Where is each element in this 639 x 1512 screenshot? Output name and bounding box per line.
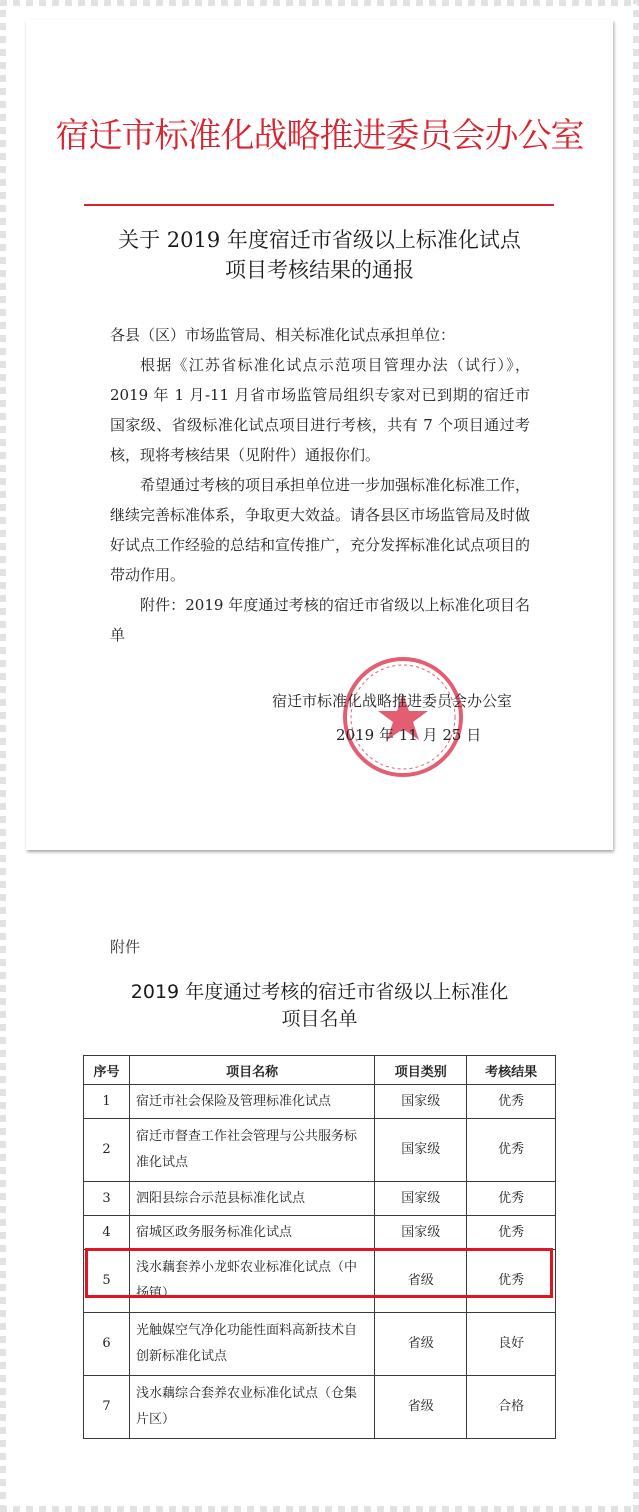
table-row — [84, 1119, 556, 1182]
row-category: 国家级 — [375, 1182, 467, 1216]
row-category: 国家级 — [375, 1216, 467, 1250]
project-table — [83, 1055, 556, 1439]
row-name: 浅水藕综合套养农业标准化试点（仓集片区） — [129, 1376, 374, 1439]
row-category: 国家级 — [375, 1119, 467, 1182]
row-no: 7 — [84, 1376, 130, 1439]
table-row — [84, 1313, 556, 1376]
attachment-title-line1: 2019 年度通过考核的宿迁市省级以上标准化 — [130, 981, 509, 1003]
official-seal-icon — [339, 653, 467, 781]
signer: 宿迁市标准化战略推进委员会办公室 — [272, 692, 513, 710]
col-header-result: 考核结果 — [467, 1056, 556, 1085]
row-category: 省级 — [375, 1313, 467, 1376]
table-header-row — [84, 1056, 556, 1085]
row-result: 优秀 — [467, 1250, 556, 1313]
row-result: 优秀 — [467, 1216, 556, 1250]
row-category: 省级 — [375, 1376, 467, 1439]
salutation: 各县（区）市场监管局、相关标准化试点承担单位： — [110, 326, 456, 344]
row-name: 光触媒空气净化功能性面料高新技术自创新标准化试点 — [129, 1313, 374, 1376]
attachment-title-line2: 项目名单 — [281, 1008, 358, 1030]
row-result: 优秀 — [467, 1085, 556, 1119]
attachment-note: 附件：2019 年度通过考核的宿迁市省级以上标准化项目名单 — [110, 596, 530, 644]
sign-date: 2019 年 11 月 25 日 — [336, 726, 482, 744]
row-name: 浅水藕套养小龙虾农业标准化试点（中扬镇） — [129, 1250, 374, 1313]
letterhead-org: 宿迁市标准化战略推进委员会办公室 — [55, 116, 584, 156]
paragraph-1: 根据《江苏省标准化试点示范项目管理办法（试行）》，2019 年 1 月-11 月省市场监管局组织专家对已到期的宿迁市国家级、省级标准化试点项目进行考核，共有 7 个项目通过考核，现将考核结果（见附件）通报你们。 — [110, 356, 530, 464]
row-name: 宿迁市社会保险及管理标准化试点 — [129, 1085, 374, 1119]
row-name: 宿迁市督查工作社会管理与公共服务标准化试点 — [129, 1119, 374, 1182]
col-header-name: 项目名称 — [129, 1056, 374, 1085]
attachment-title — [26, 979, 613, 1033]
row-no: 3 — [84, 1182, 130, 1216]
row-name: 宿城区政务服务标准化试点 — [129, 1216, 374, 1250]
table-row — [84, 1085, 556, 1119]
notice-title-line2: 项目考核结果的通报 — [225, 258, 414, 282]
attachment-label: 附件 — [110, 938, 141, 956]
table-row — [84, 1376, 556, 1439]
table-row — [84, 1182, 556, 1216]
row-category: 国家级 — [375, 1085, 467, 1119]
attachment-page — [26, 856, 613, 1506]
row-5-highlight-box — [85, 1248, 553, 1298]
notice-body — [110, 320, 530, 650]
row-no: 4 — [84, 1216, 130, 1250]
notice-title-line1: 关于 2019 年度宿迁市省级以上标准化试点 — [118, 228, 521, 252]
row-category: 省级 — [375, 1250, 467, 1313]
notice-title — [26, 225, 613, 285]
row-result: 合格 — [467, 1376, 556, 1439]
col-header-category: 项目类别 — [375, 1056, 467, 1085]
row-no: 1 — [84, 1085, 130, 1119]
row-no: 6 — [84, 1313, 130, 1376]
row-name: 泗阳县综合示范县标准化试点 — [129, 1182, 374, 1216]
row-result: 优秀 — [467, 1182, 556, 1216]
row-no: 2 — [84, 1119, 130, 1182]
row-result: 优秀 — [467, 1119, 556, 1182]
row-no: 5 — [84, 1250, 130, 1313]
col-header-no: 序号 — [84, 1056, 130, 1085]
table-row — [84, 1216, 556, 1250]
row-result: 良好 — [467, 1313, 556, 1376]
notice-page — [26, 20, 613, 850]
paragraph-2: 希望通过考核的项目承担单位进一步加强标准化标准工作，继续完善标准体系，争取更大效益。请各县区市场监管局及时做好试点工作经验的总结和宣传推广，充分发挥标准化试点项目的带动作用。 — [110, 476, 531, 584]
letterhead-divider — [84, 204, 554, 206]
